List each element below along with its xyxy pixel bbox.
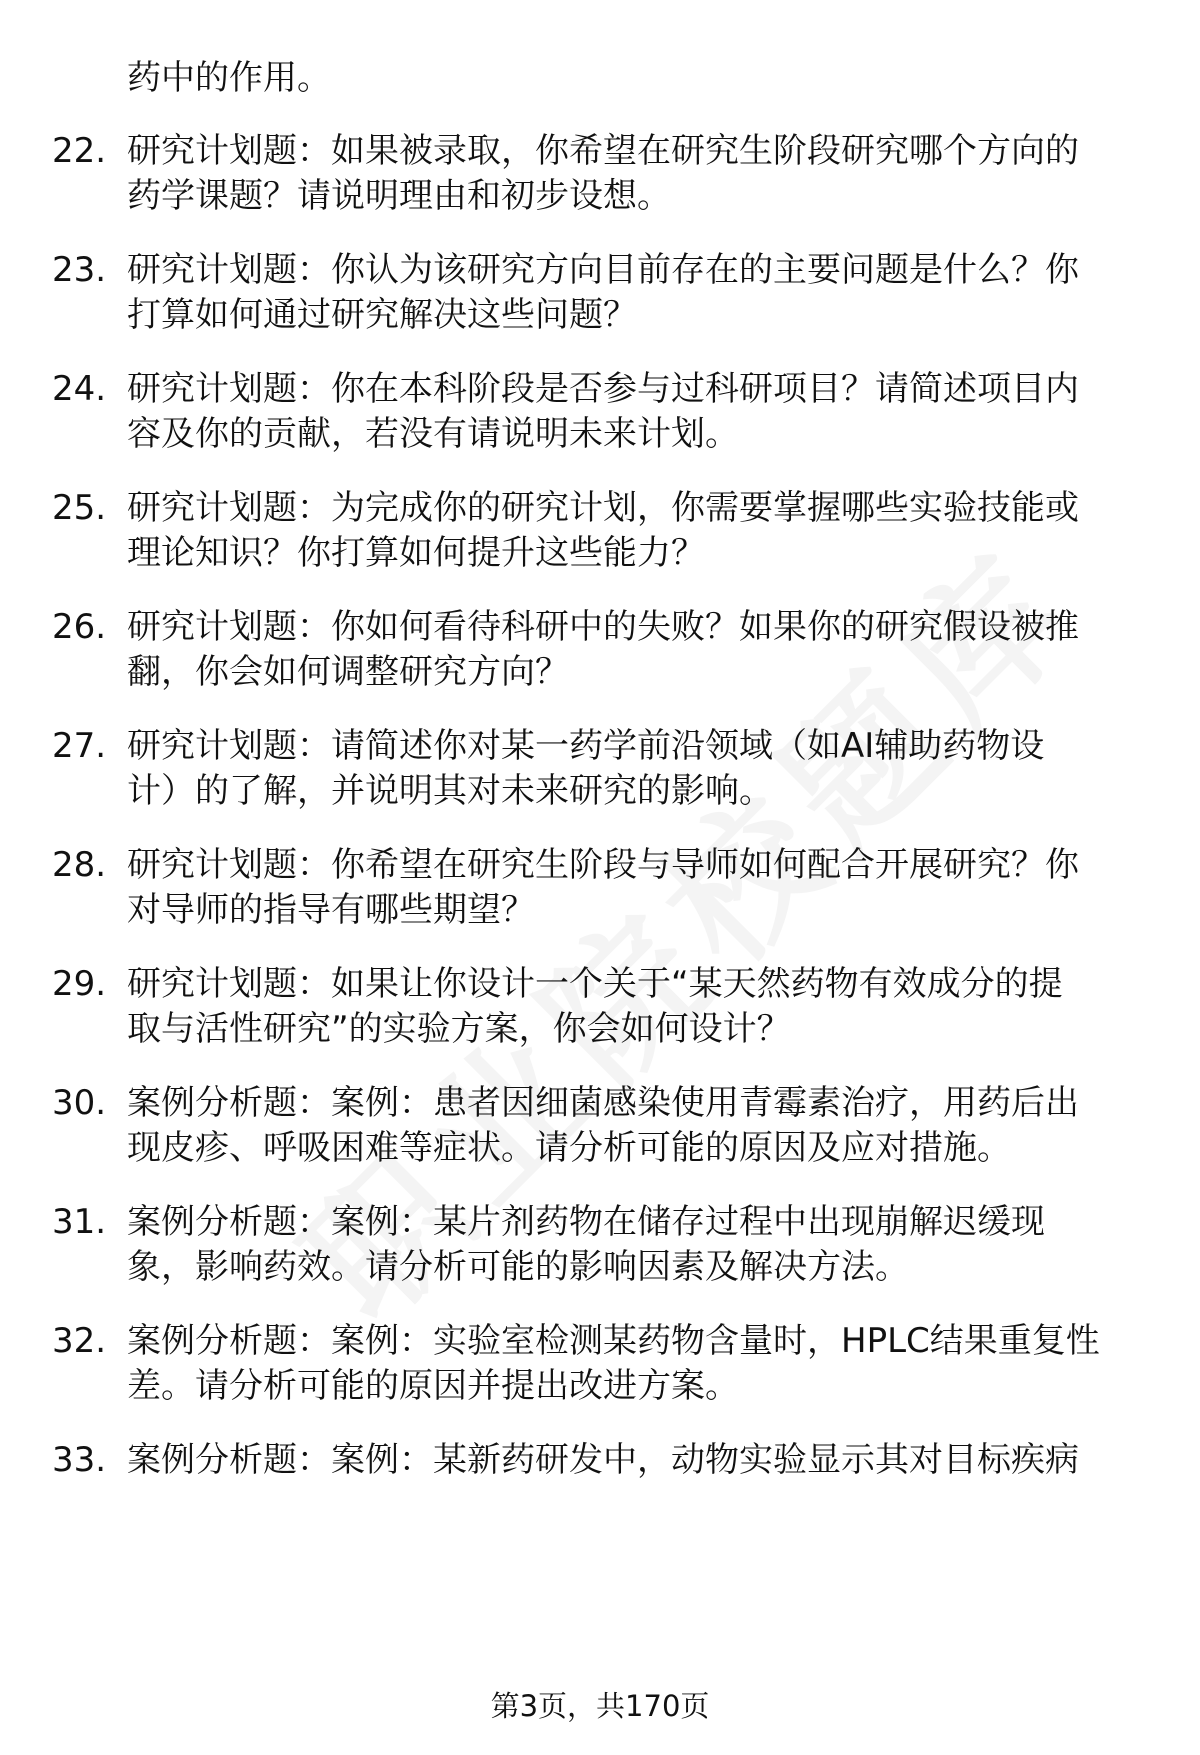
page-footer: 第3页，共170页 [490, 1689, 710, 1723]
document-page: 药中的作用。 22. 研究计划题：如果被录取，你希望在研究生阶段研究哪个方向的 药学课题？请说明理由和初步设想。 23. 研究计划题：你认为该研究方向目前存在的主要问题是什么？你 打算如何通过研究解决这些问题？ 24. 研究计划题：你在本科阶段是否参与过科研项目？请简述项目内 容及你的贡献，若没有请说明未来计划。 25. 研究计划题：为完成你的研究计划，你需要掌握哪些实验技能或 理论知识？你打算如何提升这些能力？ 26. 研究计划题：你如何看待科研中的失败？如果你的研究假设被推 翻，你会如何调整研究方向？ 27. 研究计划题：请简述你对某一药学前沿领域（如AI辅助药物设 计）的了解，并说明其对未来研究的影响。 28. 研究计划题：你希望在研究生阶段与导师如何配合开展研究？你 对导师的指导有哪些期望？ 29. 研究计划题：如果让你设计一个关于“某天然药物有效成分的提 取与活性研究”的实验方案，你会如何设计？ 30. 案例分析题：案例：患者因细菌感染使用青霉素治疗，用药后出 现皮疹、呼吸困难等症状。请分析可能的原因及应对措施。 31. 案例分析题：案例：某片剂药物在储存过程中出现崩解迟缓现 象，影响药效。请分析可能的影响因素及解决方法。 32. 案例分析题：案例：实验室检测某药物含量时，HPLC结果重复性 差。请分析可能的原因并提出改进方案。 33. 案例分析题：案例：某新药研发中，动物实验显示其对目标疾病 第3页，共170页 [0, 0, 1200, 1755]
